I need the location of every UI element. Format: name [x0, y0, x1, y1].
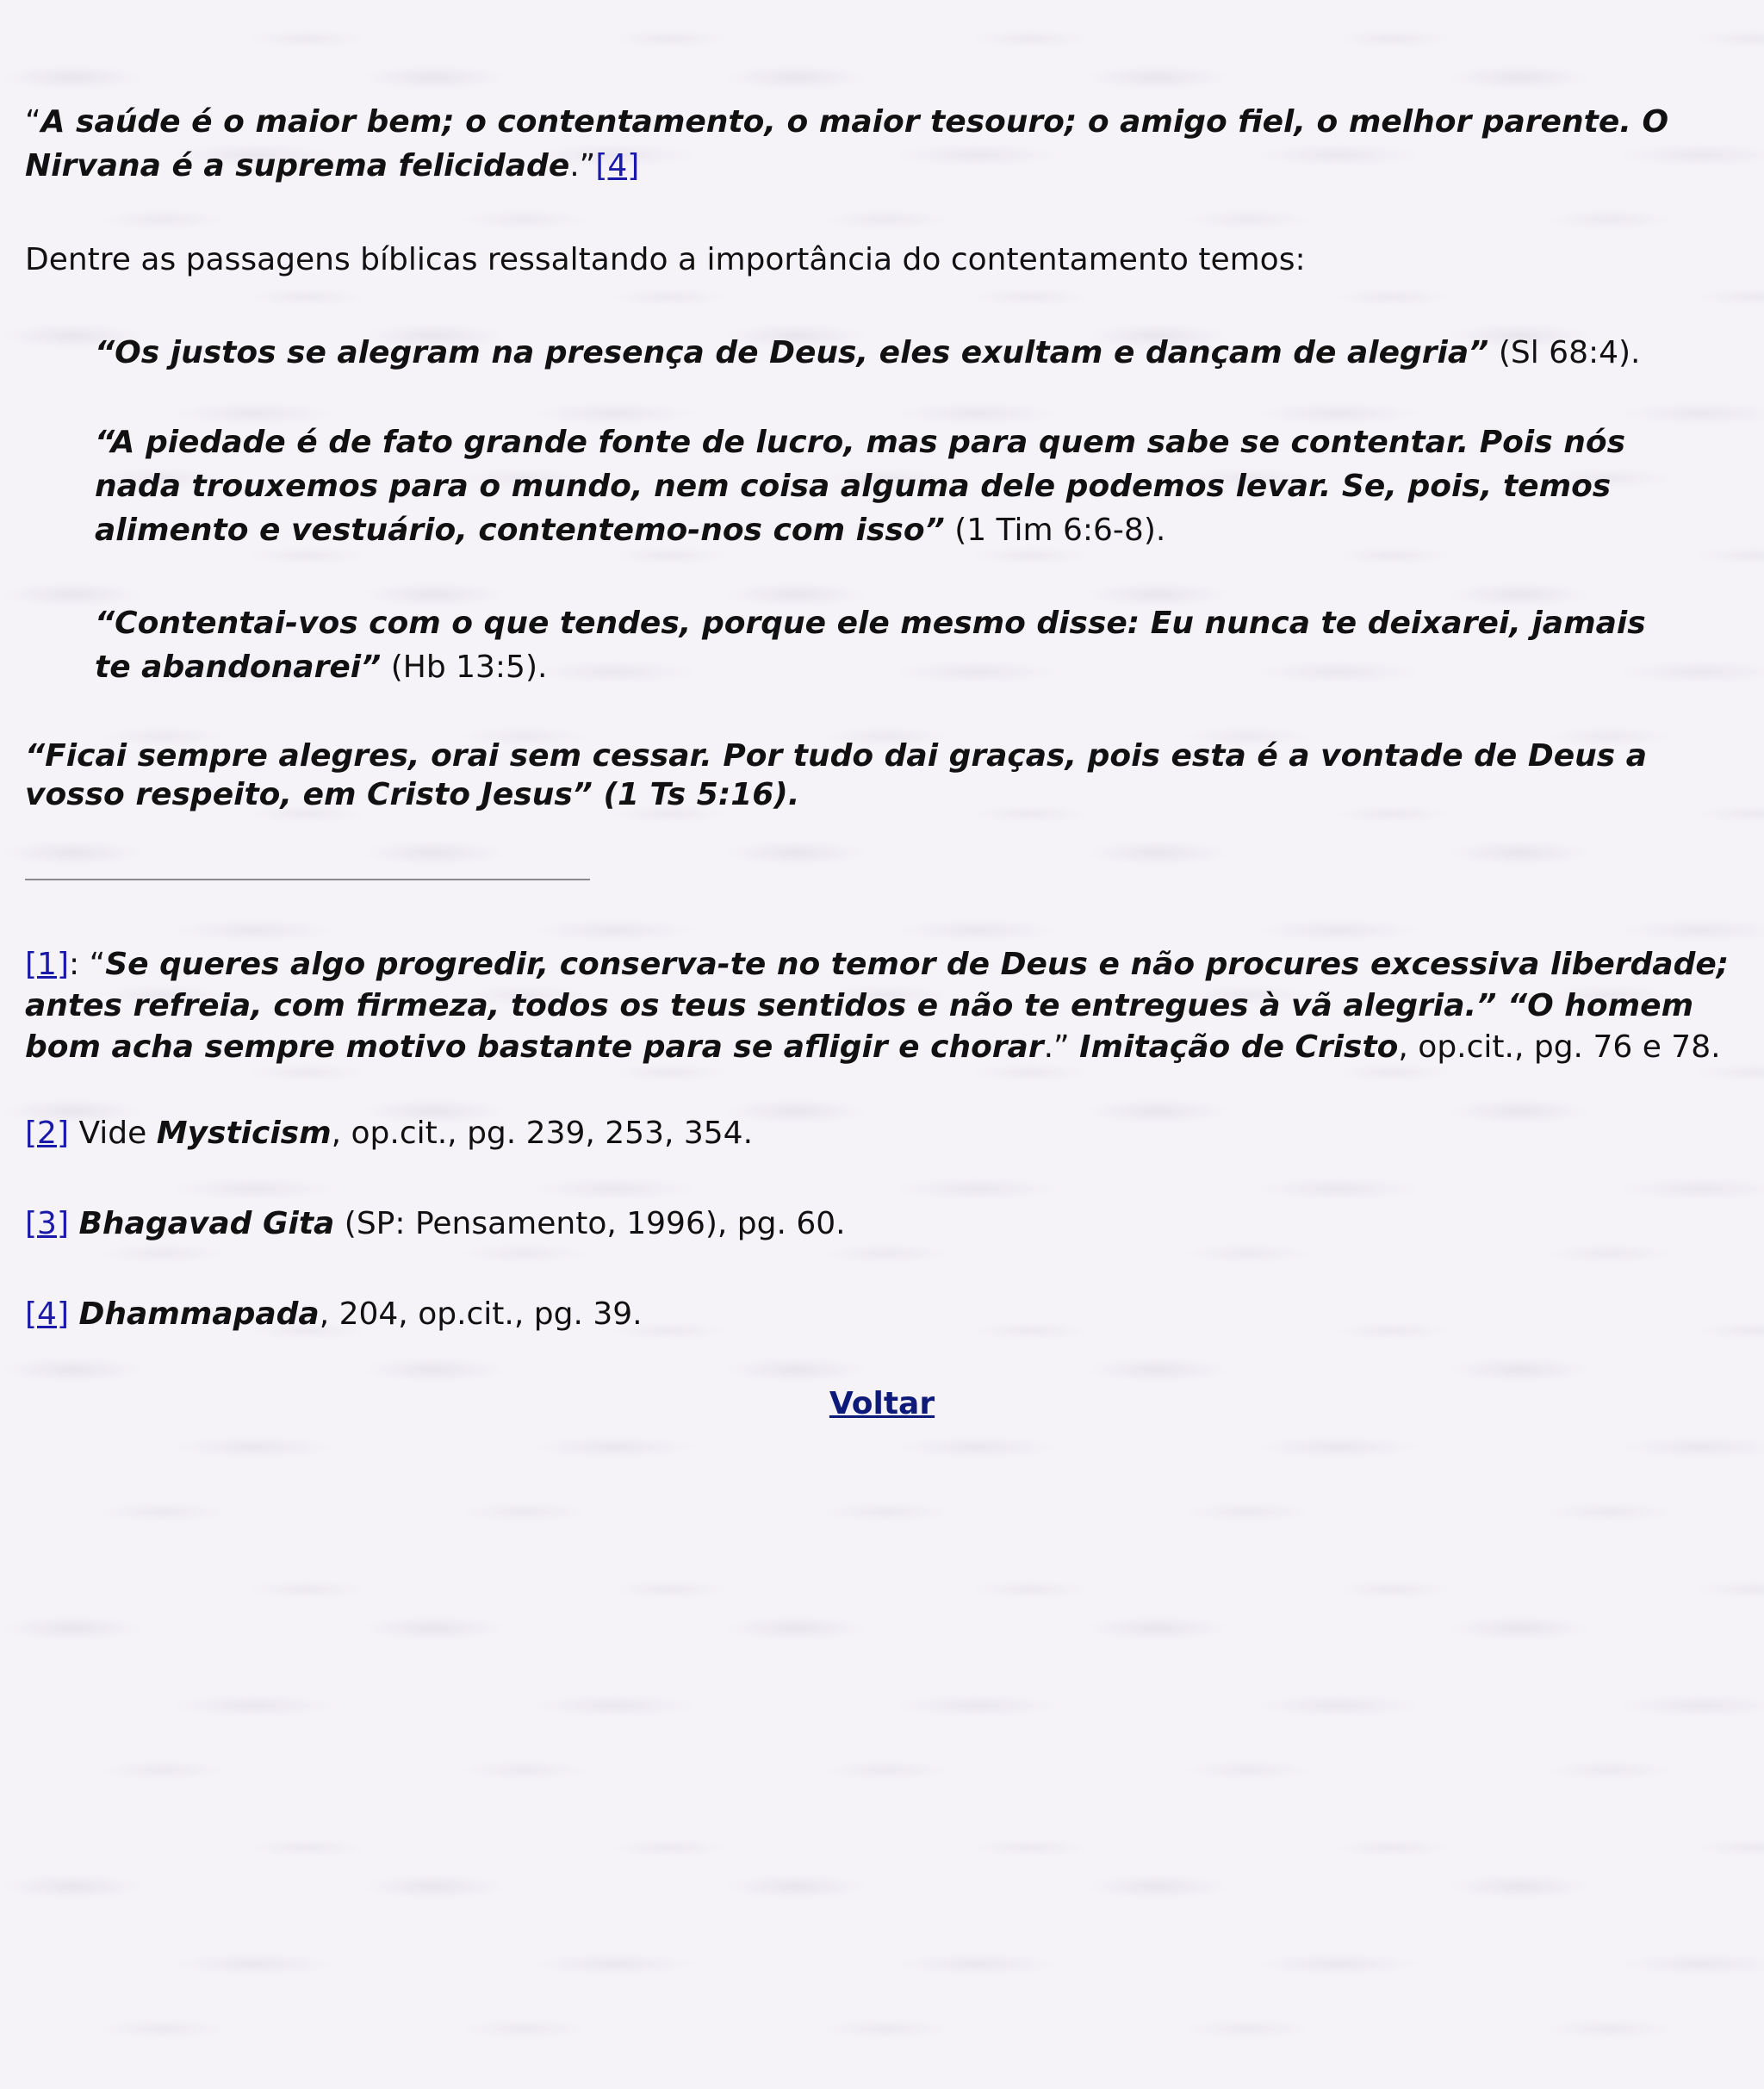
footnote-3-title: Bhagavad Gita	[78, 1206, 335, 1241]
footnote-1	[25, 944, 1739, 1068]
blockquote-salmos	[95, 331, 1671, 375]
footnote-4-pre	[69, 1296, 78, 1332]
intro-paragraph: Dentre as passagens bíblicas ressaltando a importância do contentamento temos:	[25, 242, 1306, 277]
footnote-3-link[interactable]: [3]	[25, 1206, 69, 1241]
footnote-3-tail: (SP: Pensamento, 1996), pg. 60.	[334, 1206, 846, 1241]
footnote-ref-4-link[interactable]: [4]	[595, 148, 640, 183]
footnote-2-title: Mysticism	[156, 1116, 332, 1151]
footnote-1-sep: : “	[69, 947, 106, 982]
footnote-1-quote: Se queres algo progredir, conserva-te no temor de Deus e não procures excessiva liberdade; antes refreia, com firmeza, todos os teus sentidos e não te entregues à vã alegria.” “O homem bom acha sempre motivo bastante para se afligir e chorar	[25, 947, 1730, 1065]
blockquote-timoteo-citation: (1 Tim 6:6-8).	[944, 513, 1166, 548]
footnote-2-link[interactable]: [2]	[25, 1116, 69, 1151]
footnote-2	[25, 1111, 1739, 1155]
back-link[interactable]: Voltar	[829, 1386, 935, 1421]
open-quote: “	[25, 104, 41, 140]
blockquote-hebreus-citation: (Hb 13:5).	[381, 650, 548, 685]
quote-nirvana	[25, 100, 1739, 188]
footnote-4-link[interactable]: [4]	[25, 1296, 69, 1332]
close-quote: .”	[569, 148, 596, 183]
footnote-1-mid: .”	[1043, 1029, 1080, 1065]
blockquote-timoteo	[95, 420, 1671, 552]
footnote-4-tail: , 204, op.cit., pg. 39.	[319, 1296, 643, 1332]
footnote-4	[25, 1292, 1739, 1336]
quote-tessalonicenses: “Ficai sempre alegres, orai sem cessar. Por tudo dai graças, pois esta é a vontade de Deus a vosso respeito, em Cristo Jesus” (1 Ts 5:16).	[25, 738, 1648, 812]
footnote-4-title: Dhammapada	[78, 1296, 320, 1332]
footnote-3	[25, 1202, 1739, 1246]
blockquote-salmos-quote: “Os justos se alegram na presença de Deus, eles exultam e dançam de alegria”	[95, 335, 1489, 370]
back-link-container	[0, 1382, 1764, 1426]
footnote-1-title: Imitação de Cristo	[1079, 1029, 1399, 1065]
blockquote-hebreus-quote: “Contentai-vos com o que tendes, porque ele mesmo disse: Eu nunca te deixarei, jamais te abandonarei”	[95, 606, 1646, 685]
footnote-divider	[25, 879, 590, 880]
footnote-3-pre	[69, 1206, 78, 1241]
footnote-1-tail: , op.cit., pg. 76 e 78.	[1398, 1029, 1721, 1065]
footnote-1-link[interactable]: [1]	[25, 947, 69, 982]
blockquote-hebreus	[95, 601, 1671, 689]
quote-nirvana-text: A saúde é o maior bem; o contentamento, o maior tesouro; o amigo fiel, o melhor parente. O Nirvana é a suprema felicidade	[25, 104, 1669, 183]
blockquote-salmos-citation: (Sl 68:4).	[1488, 335, 1641, 370]
blockquote-timoteo-quote: “A piedade é de fato grande fonte de lucro, mas para quem sabe se contentar. Pois nós nada trouxemos para o mundo, nem coisa alguma dele podemos levar. Se, pois, temos alimento e vestuário, contentemo-nos com isso”	[95, 425, 1625, 548]
footnote-2-pre: Vide	[69, 1116, 157, 1151]
footnote-2-tail: , op.cit., pg. 239, 253, 354.	[331, 1116, 754, 1151]
